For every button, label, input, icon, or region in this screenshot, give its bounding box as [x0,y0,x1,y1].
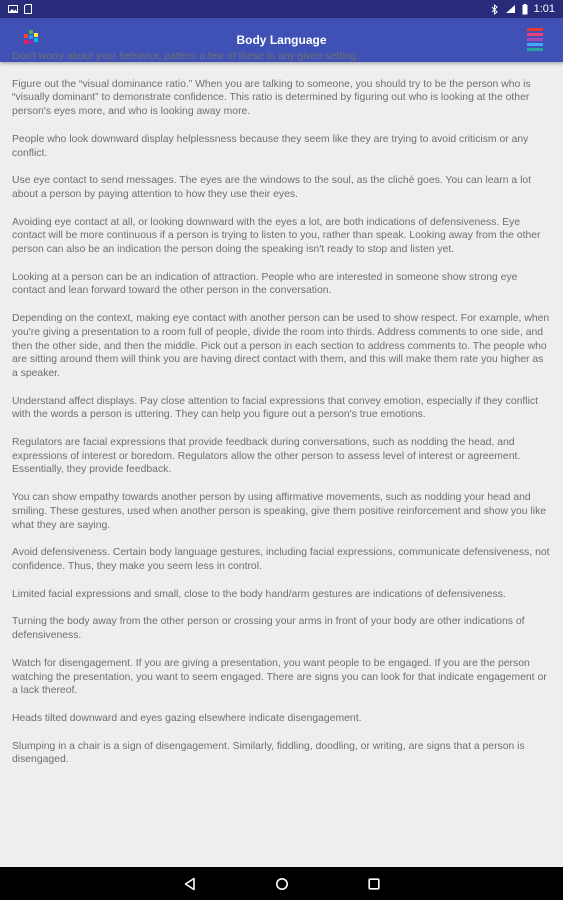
article-paragraph: Avoiding eye contact at all, or looking downward with the eyes a lot, are both indications of defensiveness. Eye contact will be more continuous if a person is trying to listen to you, rather than speak. Looking away from the other person can also be an indication the person doing the speaking isn't ready to stop and listen yet. [12,216,541,256]
home-button[interactable] [272,874,292,894]
article-paragraph: Depending on the context, making eye contact with another person can be used to show respect. For example, when you're giving a presentation to a room full of people, divide the room into thirds. Address comments to one side, and then the other side, and then the middle. Pick out a person in each section to address comments to. The people who are sitting around them will think you are having direct contact with them, and this will make them rate you higher as a speaker. [12,313,550,379]
navigation-bar [0,867,563,900]
status-time: 1:01 [533,3,555,15]
page-title: Body Language [236,33,327,47]
sd-card-icon [24,4,32,14]
article-paragraph: Avoid defensiveness. Certain body language gestures, including facial expressions, communicate defensiveness, not confidence. Thus, they make you seem less in control. [12,547,550,572]
home-icon [275,877,289,891]
back-button[interactable] [180,874,200,894]
app-logo-icon[interactable] [24,30,40,46]
article-paragraph: Slumping in a chair is a sign of disengagement. Similarly, fiddling, doodling, or writing, are signs that a person is disengaged. [12,740,525,766]
back-icon [183,877,197,891]
recents-button[interactable] [364,874,384,894]
article-paragraph: Looking at a person can be an indication of attraction. People who are interested in someone show strong eye contact and lean forward toward the other person in the conversation. [12,271,518,297]
status-right-icons [491,3,555,15]
article-paragraph: Limited facial expressions and small, close to the body hand/arm gestures are indications of defensiveness. [12,588,506,600]
status-left-icons [8,4,32,14]
status-bar [0,0,563,18]
article-content[interactable] [0,51,563,867]
article-paragraph: Watch for disengagement. If you are giving a presentation, you want people to be engaged. If you are the person watching the presentation, you want to seem engaged. There are signs you can look for that indicate engagement or a lack thereof. [12,657,547,697]
article-paragraph: Turning the body away from the other person or crossing your arms in front of your body are other indications of defensiveness. [12,616,525,642]
recents-icon [367,877,381,891]
photo-icon [8,4,18,14]
bluetooth-icon [491,4,499,15]
battery-icon [522,4,528,15]
partial-paragraph: Don't worry about your behavior, pattern a few of these in any given setting. [12,51,359,62]
article-paragraph: Use eye contact to send messages. The eyes are the windows to the soul, as the cliché goes. You can learn a lot about a person by paying attention to how they use their eyes. [12,175,532,200]
article-paragraph: Regulators are facial expressions that provide feedback during conversations, such as nodding the head, and expressions of interest or boredom. Regulators allow the other person to assess level of interest or agreement. Essentially, they provide feedback. [12,437,521,476]
article-paragraph: People who look downward display helplessness because they seem like they are trying to avoid criticism or any conflict. [12,133,529,159]
signal-icon [505,4,516,14]
article-paragraph: Understand affect displays. Pay close attention to facial expressions that convey emotion, especially if they conflict with the words a person is uttering. They can help you figure out a person's true emotions. [12,395,538,421]
article-paragraph: You can show empathy towards another person by using affirmative movements, such as nodding your head and smiling. These gestures, used when another person is speaking, give them positive reinforcement and show you like what they are saying. [12,492,547,531]
article-paragraph: Figure out the “visual dominance ratio.” When you are talking to someone, you should try to be the person who is “visually dominant” to demonstrate confidence. This ratio is determined by figuring out who is looking at the other person's eyes more, and who is looking away more. [12,78,531,118]
article-paragraph: Heads tilted downward and eyes gazing elsewhere indicate disengagement. [12,712,362,724]
